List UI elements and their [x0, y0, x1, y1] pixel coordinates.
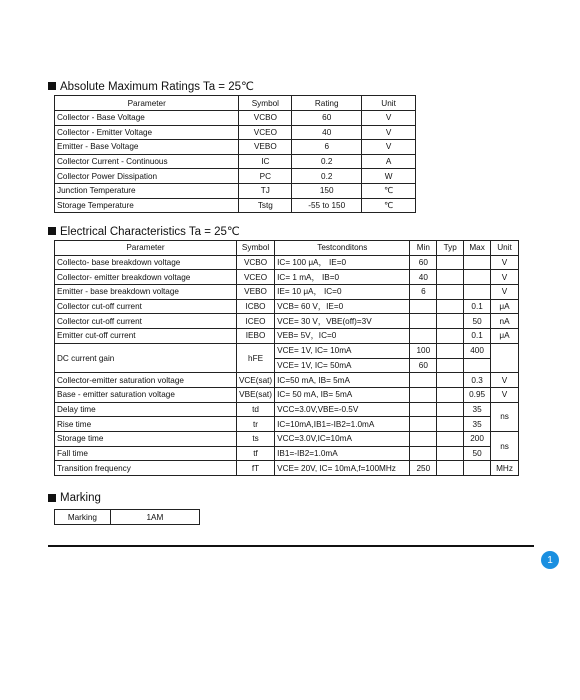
- ec-condition: VCE= 20V, IC= 10mA,f=100MHz: [275, 461, 410, 476]
- ec-max: 0.1: [464, 329, 491, 344]
- ec-symbol: VBE(sat): [236, 387, 274, 402]
- ec-max: 0.95: [464, 387, 491, 402]
- ec-max: [464, 285, 491, 300]
- ec-header-max: Max: [464, 241, 491, 256]
- ec-param: Collecto- base breakdown voltage: [55, 255, 237, 270]
- amr-param: Junction Temperature: [55, 183, 239, 198]
- table-row: [55, 314, 519, 329]
- ec-symbol: VCEO: [236, 270, 274, 285]
- ec-symbol: fT: [236, 461, 274, 476]
- ec-typ: [437, 358, 464, 373]
- ec-max: [464, 270, 491, 285]
- ec-header-row: [55, 241, 519, 256]
- amr-unit: V: [362, 111, 416, 126]
- ec-typ: [437, 446, 464, 461]
- ec-max: 400: [464, 343, 491, 358]
- table-row: [55, 198, 416, 213]
- ec-min: 6: [410, 285, 437, 300]
- amr-unit: W: [362, 169, 416, 184]
- ec-header-conditions: Testconditons: [275, 241, 410, 256]
- footer-divider: [48, 545, 534, 547]
- table-row: [55, 169, 416, 184]
- ec-param: Collector cut-off current: [55, 314, 237, 329]
- amr-symbol: VEBO: [239, 140, 292, 155]
- ec-max: [464, 358, 491, 373]
- ec-typ: [437, 314, 464, 329]
- ec-min: [410, 314, 437, 329]
- ec-symbol: tr: [236, 417, 274, 432]
- page-number-badge: 1: [541, 551, 559, 569]
- ec-symbol: IEBO: [236, 329, 274, 344]
- ec-max: 50: [464, 446, 491, 461]
- table-row: [55, 431, 519, 446]
- table-row: [55, 510, 200, 525]
- amr-header-row: [55, 96, 416, 111]
- amr-unit: V: [362, 140, 416, 155]
- ec-max: [464, 461, 491, 476]
- ec-symbol: ICBO: [236, 299, 274, 314]
- amr-symbol: Tstg: [239, 198, 292, 213]
- ec-param: Emitter - base breakdown voltage: [55, 285, 237, 300]
- ec-typ: [437, 299, 464, 314]
- ec-min: 40: [410, 270, 437, 285]
- table-row: [55, 329, 519, 344]
- ec-unit: V: [491, 270, 519, 285]
- marking-value: 1AM: [110, 510, 199, 525]
- table-row: [55, 140, 416, 155]
- ec-condition: VCC=3.0V,VBE=-0.5V: [275, 402, 410, 417]
- ec-max: 35: [464, 402, 491, 417]
- ec-min: [410, 373, 437, 388]
- ec-condition: VCC=3.0V,IC=10mA: [275, 431, 410, 446]
- ec-max: 50: [464, 314, 491, 329]
- ec-typ: [437, 270, 464, 285]
- ec-max: 35: [464, 417, 491, 432]
- ec-unit: ns: [491, 431, 519, 460]
- ec-unit: nA: [491, 314, 519, 329]
- ec-symbol: VCE(sat): [236, 373, 274, 388]
- ec-min: [410, 417, 437, 432]
- ec-condition: VCE= 1V, IC= 10mA: [275, 343, 410, 358]
- ec-param: Transition frequency: [55, 461, 237, 476]
- ec-typ: [437, 373, 464, 388]
- amr-rating: -55 to 150: [292, 198, 362, 213]
- ec-min: [410, 299, 437, 314]
- ec-param: Collector- emitter breakdown voltage: [55, 270, 237, 285]
- table-row: [55, 111, 416, 126]
- ec-unit: V: [491, 373, 519, 388]
- table-row: [55, 125, 416, 140]
- amr-unit: V: [362, 125, 416, 140]
- ec-table: [54, 240, 519, 476]
- marking-label: Marking: [55, 510, 111, 525]
- ec-symbol-hfe: hFE: [236, 343, 274, 372]
- ec-param: Base - emitter saturation voltage: [55, 387, 237, 402]
- ec-symbol: td: [236, 402, 274, 417]
- marking-table: [54, 509, 200, 525]
- ec-condition: IC=50 mA, IB= 5mA: [275, 373, 410, 388]
- ec-unit: V: [491, 285, 519, 300]
- amr-header-unit: Unit: [362, 96, 416, 111]
- amr-symbol: PC: [239, 169, 292, 184]
- ec-max: [464, 255, 491, 270]
- marking-title: Marking: [60, 492, 101, 504]
- ec-symbol: VCBO: [236, 255, 274, 270]
- amr-header-parameter: Parameter: [55, 96, 239, 111]
- ec-min: 250: [410, 461, 437, 476]
- ec-typ: [437, 285, 464, 300]
- ec-condition: IB1=-IB2=1.0mA: [275, 446, 410, 461]
- amr-param: Collector Power Dissipation: [55, 169, 239, 184]
- square-bullet-icon: [48, 494, 56, 502]
- amr-param: Collector - Emitter Voltage: [55, 125, 239, 140]
- ec-max: 0.1: [464, 299, 491, 314]
- ec-min: [410, 446, 437, 461]
- table-row: [55, 270, 519, 285]
- amr-unit: ℃: [362, 198, 416, 213]
- table-row: [55, 387, 519, 402]
- ec-header-unit: Unit: [491, 241, 519, 256]
- ec-min: [410, 402, 437, 417]
- table-row: [55, 285, 519, 300]
- table-row: [55, 255, 519, 270]
- ec-unit: MHz: [491, 461, 519, 476]
- ec-unit: μA: [491, 329, 519, 344]
- ec-condition: IC= 50 mA, IB= 5mA: [275, 387, 410, 402]
- table-row: [55, 343, 519, 358]
- ec-symbol: VEBO: [236, 285, 274, 300]
- ec-unit: V: [491, 387, 519, 402]
- ec-section-title: [48, 224, 240, 238]
- ec-min: [410, 329, 437, 344]
- ec-header-typ: Typ: [437, 241, 464, 256]
- marking-section-title: [48, 492, 101, 504]
- amr-symbol: VCEO: [239, 125, 292, 140]
- amr-symbol: IC: [239, 154, 292, 169]
- amr-rating: 6: [292, 140, 362, 155]
- amr-rating: 60: [292, 111, 362, 126]
- ec-unit: μA: [491, 299, 519, 314]
- amr-unit: A: [362, 154, 416, 169]
- ec-min: 100: [410, 343, 437, 358]
- table-row: [55, 402, 519, 417]
- ec-header-symbol: Symbol: [236, 241, 274, 256]
- amr-param: Storage Temperature: [55, 198, 239, 213]
- ec-param: Rise time: [55, 417, 237, 432]
- amr-section-title: [48, 79, 254, 93]
- ec-typ: [437, 329, 464, 344]
- ec-min: [410, 387, 437, 402]
- amr-symbol: TJ: [239, 183, 292, 198]
- square-bullet-icon: [48, 227, 56, 235]
- ec-min: [410, 431, 437, 446]
- square-bullet-icon: [48, 82, 56, 90]
- ec-typ: [437, 387, 464, 402]
- ec-param: Delay time: [55, 402, 237, 417]
- amr-rating: 40: [292, 125, 362, 140]
- ec-max: 200: [464, 431, 491, 446]
- ec-typ: [437, 402, 464, 417]
- amr-unit: ℃: [362, 183, 416, 198]
- ec-typ: [437, 417, 464, 432]
- ec-unit: [491, 343, 519, 372]
- amr-title: Absolute Maximum Ratings Ta = 25℃: [60, 81, 254, 93]
- table-row: [55, 417, 519, 432]
- ec-param: Emitter cut-off current: [55, 329, 237, 344]
- table-row: [55, 373, 519, 388]
- ec-param: Collector-emitter saturation voltage: [55, 373, 237, 388]
- amr-param: Emitter - Base Voltage: [55, 140, 239, 155]
- ec-condition: VCB= 60 V，IE=0: [275, 299, 410, 314]
- amr-rating: 150: [292, 183, 362, 198]
- ec-symbol: ICEO: [236, 314, 274, 329]
- ec-header-parameter: Parameter: [55, 241, 237, 256]
- table-row: [55, 299, 519, 314]
- table-row: [55, 446, 519, 461]
- ec-unit: V: [491, 255, 519, 270]
- table-row: [55, 461, 519, 476]
- ec-min: 60: [410, 255, 437, 270]
- ec-condition: VEB= 5V，IC=0: [275, 329, 410, 344]
- ec-typ: [437, 255, 464, 270]
- amr-rating: 0.2: [292, 169, 362, 184]
- ec-condition: IC=10mA,IB1=-IB2=1.0mA: [275, 417, 410, 432]
- ec-condition: IC= 1 mA， IB=0: [275, 270, 410, 285]
- ec-param: Storage time: [55, 431, 237, 446]
- amr-param: Collector - Base Voltage: [55, 111, 239, 126]
- ec-condition: IC= 100 μA， IE=0: [275, 255, 410, 270]
- ec-max: 0.3: [464, 373, 491, 388]
- ec-symbol: ts: [236, 431, 274, 446]
- amr-param: Collector Current - Continuous: [55, 154, 239, 169]
- table-row: [55, 154, 416, 169]
- ec-header-min: Min: [410, 241, 437, 256]
- ec-typ: [437, 461, 464, 476]
- ec-condition: VCE= 1V, IC= 50mA: [275, 358, 410, 373]
- amr-table: [54, 95, 416, 213]
- ec-condition: IE= 10 μA， IC=0: [275, 285, 410, 300]
- amr-symbol: VCBO: [239, 111, 292, 126]
- table-row: [55, 183, 416, 198]
- ec-title: Electrical Characteristics Ta = 25℃: [60, 226, 240, 238]
- ec-param: Fall time: [55, 446, 237, 461]
- ec-param-hfe: DC current gain: [55, 343, 237, 372]
- ec-min: 60: [410, 358, 437, 373]
- ec-typ: [437, 431, 464, 446]
- amr-header-rating: Rating: [292, 96, 362, 111]
- ec-symbol: tf: [236, 446, 274, 461]
- ec-typ: [437, 343, 464, 358]
- ec-unit: ns: [491, 402, 519, 431]
- amr-header-symbol: Symbol: [239, 96, 292, 111]
- amr-rating: 0.2: [292, 154, 362, 169]
- ec-param: Collector cut-off current: [55, 299, 237, 314]
- ec-condition: VCE= 30 V，VBE(off)=3V: [275, 314, 410, 329]
